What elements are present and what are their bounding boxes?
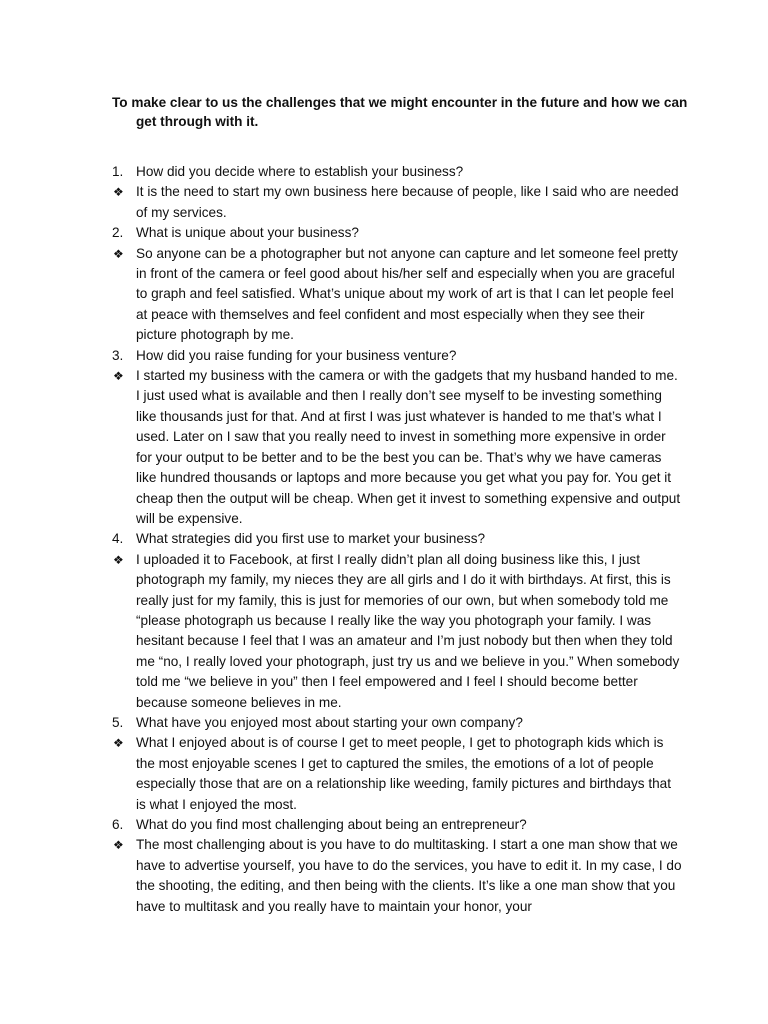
- answer-text: So anyone can be a photographer but not anyone can capture and let someone feel pretty in front of the camera or feel good about his/her self and especially when you are graceful to graph and feel satisfied. What’s unique about my work of art is that I can let people feel at peace with themselves and feel confident and most especially when they see their picture photograph by me.: [136, 245, 678, 343]
- diamond-bullet-icon: ❖: [113, 552, 124, 567]
- answer-item: [112, 835, 682, 917]
- question-text: What have you enjoyed most about starting your own company?: [136, 714, 523, 730]
- answer-item: [112, 244, 682, 346]
- answer-text: The most challenging about is you have to do multitasking. I start a one man show that we have to advertise yourself, you have to do the services, you have to edit it. In my case, I do the shooting, the editing, and then being with the clients. It’s like a one man show that you have to multitask and you really have to maintain your honor, your: [136, 837, 682, 914]
- question-text: How did you raise funding for your business venture?: [136, 347, 457, 363]
- intro-heading: To make clear to us the challenges that we might encounter in the future and how we can get through with it.: [112, 95, 688, 129]
- answer-text: What I enjoyed about is of course I get to meet people, I get to photograph kids which is the most enjoyable scenes I get to captured the smiles, the emotions of a lot of people especially those that are on a relationship like weeding, family pictures and birthdays that is what I enjoyed the most.: [136, 735, 671, 812]
- question-item: [112, 346, 682, 366]
- question-number: 5.: [112, 714, 124, 730]
- question-item: [112, 529, 682, 549]
- question-text: How did you decide where to establish your business?: [136, 164, 464, 179]
- answer-text: It is the need to start my own business here because of people, like I said who are needed of my services.: [136, 184, 679, 220]
- question-item: [112, 713, 682, 733]
- diamond-bullet-icon: ❖: [113, 185, 124, 200]
- question-text: What do you find most challenging about being an entrepreneur?: [136, 817, 527, 832]
- diamond-bullet-icon: ❖: [113, 838, 124, 853]
- answer-item: [112, 366, 682, 529]
- answer-item: [112, 733, 682, 815]
- question-item: [112, 815, 682, 835]
- interview-list: [112, 162, 682, 917]
- diamond-bullet-icon: ❖: [113, 736, 124, 751]
- answer-text: I uploaded it to Facebook, at first I really didn’t plan all doing business like this, I just photograph my family, my nieces they are all girls and I do it with birthdays. At first, this is really just for my family, this is just for memories of our own, but when somebody told me “please photograph us because I really like the way you photograph your family. I was hesitant because I feel that I was an amateur and I’m just nobody but then when they told me “no, I really loved your photograph, just try us and we believe in you.” When somebody told me “we believe in you” then I feel empowered and I feel I should become better because someone believes in me.: [136, 551, 680, 710]
- diamond-bullet-icon: ❖: [113, 246, 124, 261]
- question-number: 1.: [112, 164, 124, 179]
- answer-item: [112, 182, 682, 223]
- question-text: What strategies did you first use to market your business?: [136, 531, 486, 547]
- question-number: 2.: [112, 225, 124, 241]
- question-number: 4.: [112, 531, 124, 547]
- answer-item: [112, 550, 682, 713]
- question-text: What is unique about your business?: [136, 225, 359, 241]
- diamond-bullet-icon: ❖: [113, 369, 124, 384]
- question-item: [112, 223, 682, 243]
- question-number: 3.: [112, 347, 124, 363]
- question-number: 6.: [112, 817, 124, 832]
- answer-text: I started my business with the camera or with the gadgets that my husband handed to me. I just used what is available and then I really don’t see myself to be investing something like thousands just for that. And at first I was just whatever is handed to me that’s what I used. Later on I saw that you really need to invest in something more expensive in order for your output to be better and to be the best you can be. That’s why we have cameras like hundred thousands or laptops and more because you get what you pay for. You get it cheap then the output will be cheap. When get it invest to something expensive and output will be expensive.: [136, 368, 681, 526]
- question-item: [112, 162, 682, 182]
